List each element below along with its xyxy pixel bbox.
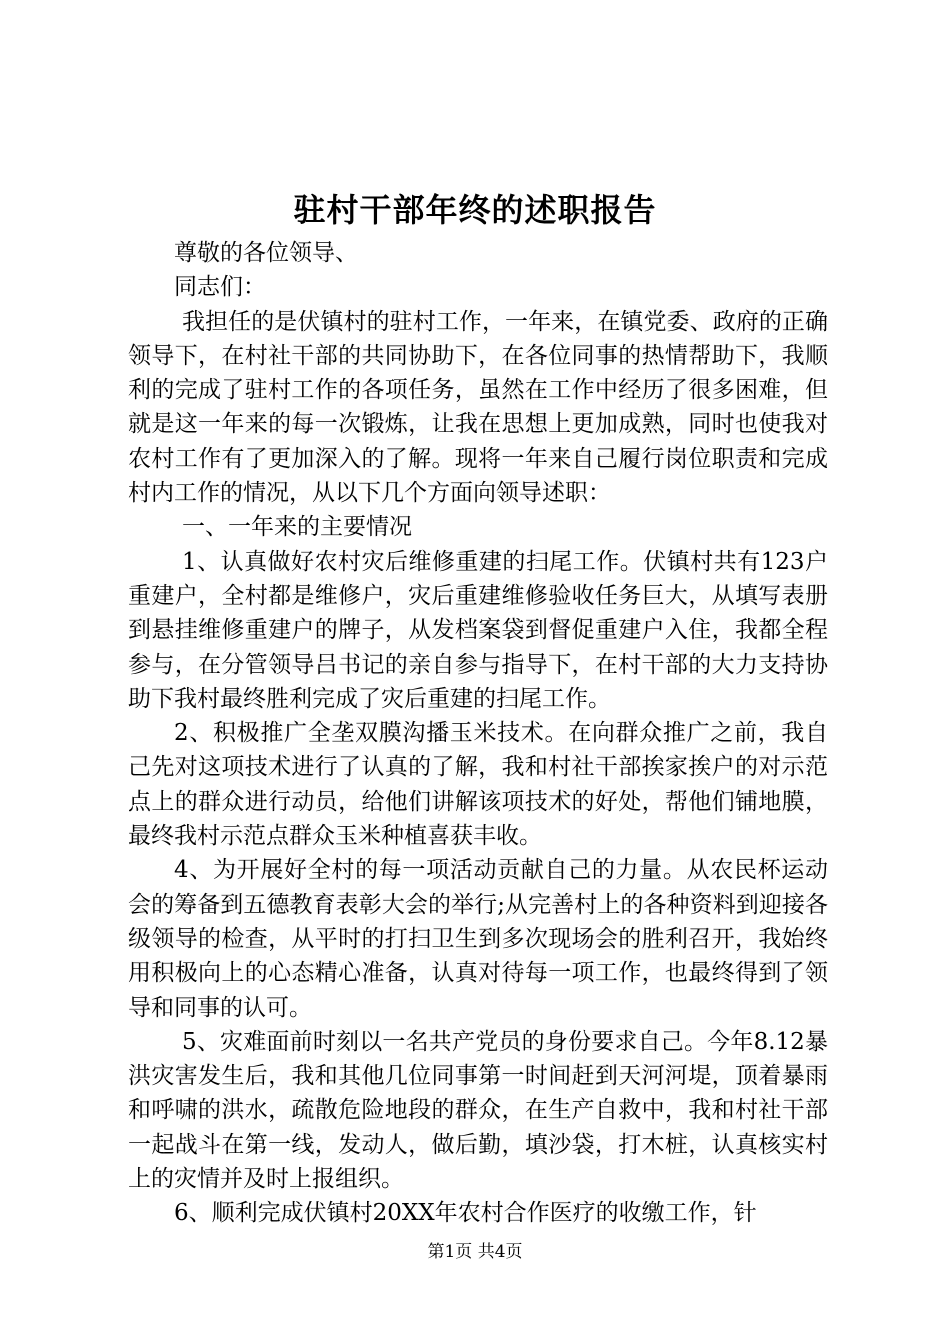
salutation-line-1: 尊敬的各位领导、 [174, 240, 358, 266]
paragraph-item-4: 4、为开展好全村的每一项活动贡献自己的力量。从农民杯运动会的筹备到五德教育表彰大会的举行;从完善村上的各种资料到迎接各级领导的检查，从平时的打扫卫生到多次现场会的胜利召开，我始终用积极向上的心态精心准备，认真对待每一项工作，也最终得到了领导和同事的认可。 [128, 857, 828, 1021]
paragraph-item-5: 5、灾难面前时刻以一名共产党员的身份要求自己。今年8.12暴洪灾害发生后，我和其他几位同事第一时间赶到天河河堤，顶着暴雨和呼啸的洪水，疏散危险地段的群众，在生产自救中，我和村社干部一起战斗在第一线，发动人，做后勤，填沙袋，打木桩，认真核实村上的灾情并及时上报组织。 [128, 1028, 828, 1193]
page-footer: 第1页 共4页 [427, 1242, 523, 1262]
document-title: 驻村干部年终的述职报告 [293, 191, 657, 229]
paragraph-item-6: 6、顺利完成伏镇村20XX年农村合作医疗的收缴工作，针 [174, 1200, 757, 1227]
salutation-line-2: 同志们： [174, 274, 266, 301]
section-heading: 一、一年来的主要情况 [182, 514, 412, 541]
paragraph-intro: 我担任的是伏镇村的驻村工作，一年来，在镇党委、政府的正确领导下，在村社干部的共同协助下，在各位同事的热情帮助下，我顺利的完成了驻村工作的各项任务，虽然在工作中经历了很多困难，但就是这一年来的每一次锻炼，让我在思想上更加成熟，同时也使我对农村工作有了更加深入的了解。现将一年来自己履行岗位职责和完成村内工作的情况，从以下几个方面向领导述职： [128, 308, 828, 507]
paragraph-item-1: 1、认真做好农村灾后维修重建的扫尾工作。伏镇村共有123户重建户，全村都是维修户，灾后重建维修验收任务巨大，从填写表册到悬挂维修重建户的牌子，从发档案袋到督促重建户入住，我都全程参与，在分管领导吕书记的亲自参与指导下，在村干部的大力支持协助下我村最终胜利完成了灾后重建的扫尾工作。 [128, 548, 828, 712]
document-body [128, 236, 828, 1231]
paragraph-item-2: 2、积极推广全垄双膜沟播玉米技术。在向群众推广之前，我自己先对这项技术进行了认真的了解，我和村社干部挨家挨户的对示范点上的群众进行动员，给他们讲解该项技术的好处，帮他们铺地膜，最终我村示范点群众玉米种植喜获丰收。 [128, 720, 828, 850]
